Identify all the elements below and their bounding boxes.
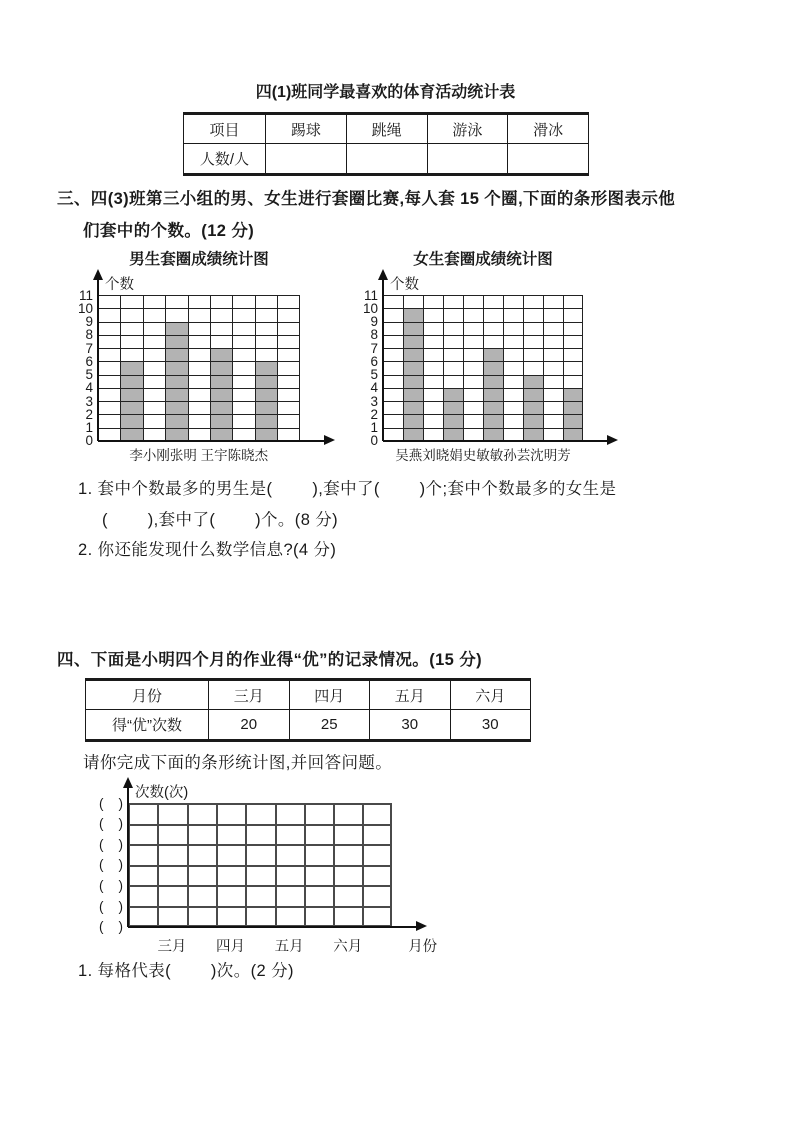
h-gridline [98,414,300,415]
v-gridline [503,295,504,441]
table-cell: 项目 [184,114,266,144]
y-tick-label: 9 [85,314,93,330]
h-gridline [98,401,300,402]
x-axis-arrow-icon [416,921,427,931]
y-tick-label: ( ) [99,877,123,893]
y-tick-label: 3 [85,393,93,409]
table-cell: 25 [289,710,370,741]
v-gridline [277,295,278,441]
v-gridline [275,803,277,927]
v-gridline [245,803,247,927]
v-gridline [443,295,444,441]
female-chart-title: 女生套圈成绩统计图 [413,251,553,268]
y-tick-label: 9 [370,314,378,330]
male-chart-x-labels: 李小刚张明 王宇陈晓杰 [129,447,269,463]
table-cell [266,144,347,175]
y-tick-label: 6 [85,353,93,369]
activity-table-title: 四(1)班同学最喜欢的体育活动统计表 [255,84,516,101]
h-gridline [128,824,392,826]
h-gridline [98,308,300,309]
x-axis-arrow-icon [324,435,335,445]
y-tick-label: 10 [362,300,378,316]
h-gridline [98,388,300,389]
v-gridline [120,295,121,441]
y-tick-label: 0 [370,433,378,449]
practice-chart-y-axis-label: 次数(次) [135,785,189,801]
v-gridline [483,295,484,441]
female-chart [362,277,583,463]
y-tick-label: 2 [85,406,93,422]
x-axis-arrow-icon [607,435,618,445]
x-tick-label: 六月 [333,938,363,955]
h-gridline [98,322,300,323]
v-gridline [463,295,464,441]
complete-chart-note: 请你完成下面的条形统计图,并回答问题。 [83,754,393,772]
table-cell: 六月 [450,680,531,710]
y-tick-label: ( ) [99,898,123,914]
bar [523,375,543,441]
y-tick-label: ( ) [99,816,123,832]
x-tick-label: 五月 [274,938,304,955]
h-gridline [128,885,392,887]
male-chart-y-axis-label: 个数 [105,277,134,293]
h-gridline [128,865,392,867]
section3-heading-line2: 们套中的个数。(12 分) [83,222,255,240]
section3-heading-line1: 三、四(3)班第三小组的男、女生进行套圈比赛,每人套 15 个圈,下面的条形图表示他 [57,190,676,208]
v-gridline [216,803,218,927]
y-axis-arrow-icon [93,269,103,280]
bar [165,322,187,441]
v-gridline [187,803,189,927]
y-tick-label: ( ) [99,857,123,873]
y-tick-label: 11 [363,287,378,303]
h-gridline [98,428,300,429]
y-axis-arrow-icon [378,269,388,280]
v-gridline [390,803,392,927]
v-gridline [255,295,256,441]
x-axis [383,440,609,442]
y-tick-label: 4 [85,380,93,396]
y-tick-label: 6 [370,353,378,369]
v-gridline [582,295,583,441]
table-cell [427,144,508,175]
h-gridline [128,803,392,805]
y-tick-label: 8 [85,327,93,343]
v-gridline [523,295,524,441]
x-axis-title: 月份 [408,938,438,955]
y-tick-label: 3 [370,393,378,409]
table-cell: 跳绳 [346,114,427,144]
v-gridline [333,803,335,927]
table-cell: 游泳 [427,114,508,144]
v-gridline [143,295,144,441]
x-tick-label: 四月 [216,938,246,955]
question-grid-value: 1. 每格代表( )次。(2 分) [78,962,294,980]
x-axis [128,926,418,928]
table-cell [346,144,427,175]
y-tick-label: 10 [77,300,93,316]
table-cell: 踢球 [266,114,347,144]
table-cell: 五月 [370,680,451,710]
question1-line1: 1. 套中个数最多的男生是( ),套中了( )个;套中个数最多的女生是 [78,480,617,498]
table-cell: 月份 [86,680,209,710]
h-gridline [128,844,392,846]
y-tick-label: ( ) [99,795,123,811]
v-gridline [543,295,544,441]
y-tick-label: 7 [85,340,93,356]
homework-table [85,678,531,742]
v-gridline [232,295,233,441]
y-axis [127,787,129,927]
y-tick-label: 0 [85,433,93,449]
table-cell: 30 [370,710,451,741]
table-row [184,144,589,175]
question2: 2. 你还能发现什么数学信息?(4 分) [78,541,337,559]
h-gridline [98,295,300,296]
y-axis [97,279,99,441]
y-axis [382,279,384,441]
female-chart-x-labels: 吴燕刘晓娟史敏敏孙芸沈明芳 [395,447,571,463]
h-gridline [128,906,392,908]
y-axis-arrow-icon [123,777,133,788]
y-tick-label: 7 [370,340,378,356]
v-gridline [299,295,300,441]
v-gridline [362,803,364,927]
v-gridline [210,295,211,441]
male-chart [77,277,300,463]
table-cell: 四月 [289,680,370,710]
table-cell: 20 [209,710,290,741]
x-axis [98,440,326,442]
y-tick-label: ( ) [99,836,123,852]
v-gridline [188,295,189,441]
v-gridline [304,803,306,927]
practice-chart [99,785,438,955]
table-cell: 得“优”次数 [86,710,209,741]
h-gridline [98,335,300,336]
y-tick-label: 11 [78,287,93,303]
female-chart-y-axis-label: 个数 [390,277,419,293]
y-tick-label: 1 [85,420,93,436]
v-gridline [423,295,424,441]
v-gridline [563,295,564,441]
question1-line2: ( ),套中了( )个。(8 分) [102,511,339,529]
y-tick-label: 5 [370,367,378,383]
male-chart-title: 男生套圈成绩统计图 [129,251,269,268]
table-cell [508,144,589,175]
table-cell: 三月 [209,680,290,710]
table-cell: 滑冰 [508,114,589,144]
y-tick-label: ( ) [99,919,123,935]
h-gridline [98,375,300,376]
h-gridline [98,348,300,349]
table-row [86,680,531,710]
v-gridline [403,295,404,441]
y-tick-label: 2 [370,406,378,422]
y-tick-label: 1 [370,420,378,436]
v-gridline [165,295,166,441]
table-row [184,114,589,144]
x-tick-label: 三月 [157,938,187,955]
y-tick-label: 5 [85,367,93,383]
h-gridline [98,361,300,362]
activity-table [183,112,589,176]
y-tick-label: 8 [370,327,378,343]
table-cell: 30 [450,710,531,741]
y-tick-label: 4 [370,380,378,396]
table-cell: 人数/人 [184,144,266,175]
v-gridline [157,803,159,927]
table-row [86,710,531,741]
section4-heading: 四、下面是小明四个月的作业得“优”的记录情况。(15 分) [57,651,483,669]
